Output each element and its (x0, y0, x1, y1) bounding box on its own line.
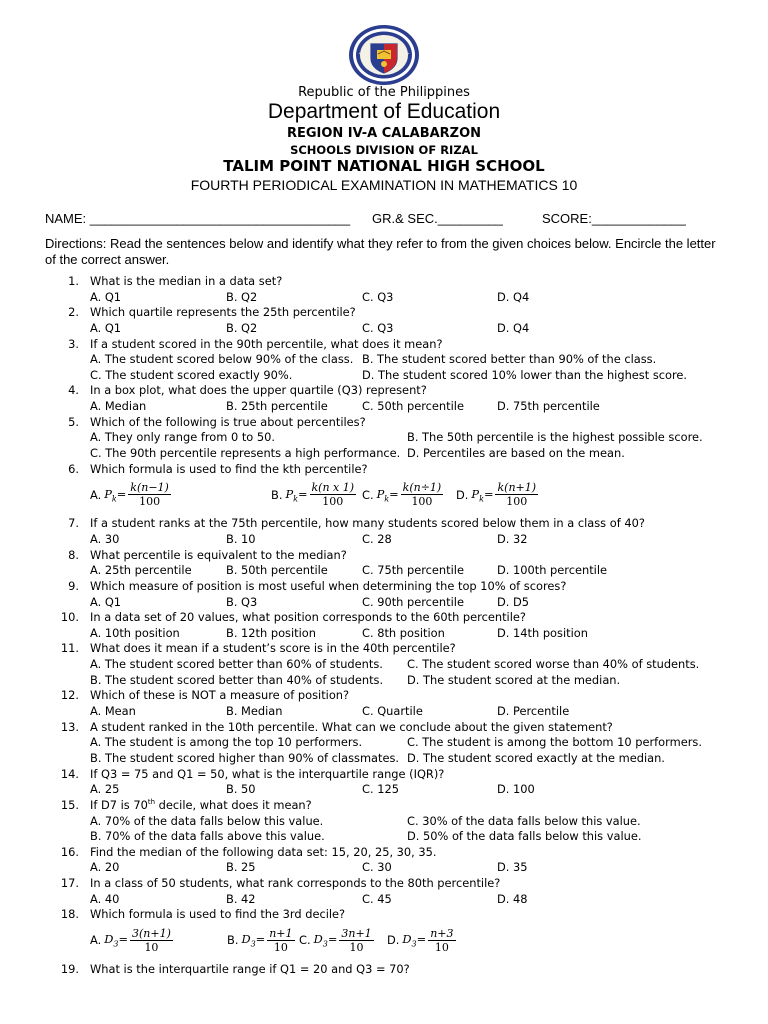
fraction-denominator: 100 (506, 495, 528, 509)
answer-choice[interactable]: A. 40 (90, 891, 120, 906)
equals-sign: = (389, 486, 399, 501)
fraction (401, 481, 444, 508)
formula-subscript: k (479, 493, 484, 503)
question-item (0, 337, 768, 384)
choice-row (0, 321, 768, 337)
fraction (428, 927, 455, 954)
question-number: 15. (60, 797, 79, 812)
answer-choice[interactable]: B. Q2 (226, 320, 258, 335)
answer-choice[interactable]: A. 10th position (90, 625, 180, 640)
question-line (0, 688, 768, 704)
answer-choice[interactable]: C. Quartile (362, 704, 423, 719)
question-item (0, 579, 768, 610)
answer-choice[interactable]: B. 25th percentile (226, 399, 328, 414)
question-number: 3. (68, 336, 79, 351)
answer-choice[interactable]: B. Q3 (226, 594, 258, 609)
formula-variable: P (471, 486, 480, 501)
question-number: 16. (60, 844, 79, 859)
question-item (0, 305, 768, 336)
question-line (0, 462, 768, 478)
answer-choice[interactable]: D. Q4 (497, 289, 530, 304)
equals-sign: = (255, 932, 266, 947)
question-item (0, 798, 768, 845)
exam-title: FOURTH PERIODICAL EXAMINATION IN MATHEMATICS 10 (190, 177, 578, 193)
formula-choice[interactable] (299, 927, 376, 954)
question-text: Which of these is NOT a measure of position? (90, 688, 350, 703)
formula-subscript: k (111, 493, 117, 503)
answer-choice[interactable]: D. The student scored exactly at the median. (407, 750, 665, 765)
answer-choice[interactable]: A. Q1 (90, 594, 122, 609)
question-item (0, 274, 768, 305)
answer-choice[interactable]: B. 50th percentile (226, 563, 328, 578)
fraction-numerator: k(n x 1) (311, 481, 355, 495)
question-line (0, 579, 768, 595)
formula-choice[interactable] (456, 481, 540, 508)
question-text: In a class of 50 students, what rank corresponds to the 80th percentile? (90, 876, 501, 891)
answer-choice[interactable]: B. Q2 (226, 289, 258, 304)
choice-row (0, 704, 768, 720)
question-text-part: decile, what does it mean? (155, 797, 312, 812)
question-number: 17. (60, 876, 79, 891)
question-text: A student ranked in the 10th percentile. What can we conclude about the given statement? (90, 719, 613, 734)
answer-choice[interactable]: C. 125 (362, 782, 399, 797)
question-line (0, 516, 768, 532)
formula-lhs (104, 487, 126, 503)
question-line (0, 907, 768, 923)
question-line (0, 337, 768, 353)
question-number: 1. (68, 274, 79, 288)
choice-row (0, 352, 768, 368)
question-number: 14. (60, 766, 79, 781)
answer-choice[interactable]: C. Q3 (362, 289, 394, 304)
question-item (0, 962, 768, 978)
fraction-denominator: 100 (322, 495, 344, 509)
question-number: 10. (60, 610, 79, 625)
question-line (0, 876, 768, 892)
choice-row (0, 751, 768, 767)
formula-subscript: 3 (411, 939, 417, 949)
equals-sign: = (327, 932, 338, 947)
question-text: What is the median in a data set? (90, 274, 283, 288)
answer-choice[interactable]: C. 50th percentile (362, 399, 464, 414)
answer-choice[interactable]: A. The student scored better than 60% of students. (90, 657, 383, 672)
formula-lhs (402, 932, 426, 948)
question-number: 2. (68, 305, 79, 320)
fraction (339, 927, 373, 954)
question-text: Which formula is used to find the kth percentile? (90, 461, 368, 476)
question-item (0, 767, 768, 798)
choice-letter: C. (362, 487, 374, 502)
question-item (0, 415, 768, 462)
fraction-denominator: 10 (273, 940, 288, 954)
fraction-numerator: n+1 (269, 926, 293, 940)
formula-variable: P (104, 486, 112, 501)
answer-choice[interactable]: C. 8th position (362, 625, 445, 640)
choice-row (0, 829, 768, 845)
formula-choice[interactable] (362, 481, 445, 508)
question-number: 13. (60, 719, 79, 734)
question-number: 6. (68, 461, 79, 476)
directions-text: Directions: Read the sentences below and identify what they refer to from the given choices below. Encircle the letter of the correct answer. (45, 236, 716, 267)
formula-lhs (471, 487, 493, 503)
answer-choice[interactable]: C. 30% of the data falls below this value. (407, 813, 641, 828)
answer-choice[interactable]: B. The student scored better than 40% of students. (90, 672, 384, 687)
answer-choice[interactable]: A. 20 (90, 860, 120, 875)
question-line (0, 610, 768, 626)
answer-choice[interactable]: C. The student scored worse than 40% of students. (407, 657, 700, 672)
choice-row (0, 735, 768, 751)
question-text: Which measure of position is most useful when determining the top 10% of scores? (90, 578, 567, 593)
answer-choice[interactable]: A. 25 (90, 782, 120, 797)
choice-row (0, 595, 768, 611)
fraction-numerator: k(n÷1) (402, 481, 442, 495)
answer-choice[interactable]: B. 42 (226, 891, 256, 906)
formula-lhs (285, 487, 307, 503)
formula-subscript: 3 (250, 939, 256, 949)
answer-choice[interactable]: D. The student scored 10% lower than the highest score. (362, 367, 688, 382)
answer-choice[interactable]: B. Median (226, 704, 283, 719)
answer-choice[interactable]: B. The 50th percentile is the highest possible score. (407, 430, 703, 445)
formula-lhs (377, 487, 399, 503)
question-line (0, 305, 768, 321)
question-text (90, 798, 312, 812)
choice-letter: B. (227, 933, 239, 948)
answer-choice[interactable]: A. They only range from 0 to 50. (90, 430, 276, 445)
fraction (495, 481, 538, 508)
question-text: What is the interquartile range if Q1 = 20 and Q3 = 70? (90, 961, 410, 976)
answer-choice[interactable]: D. D5 (497, 594, 530, 609)
answer-choice[interactable]: D. Percentiles are based on the mean. (407, 446, 625, 461)
question-line (0, 720, 768, 736)
question-number: 18. (60, 907, 79, 922)
formula-lhs (241, 932, 265, 948)
question-item (0, 462, 768, 517)
fraction-numerator: k(n+1) (497, 481, 537, 495)
answer-choice[interactable]: A. The student scored below 90% of the class. (90, 352, 354, 367)
region-line: REGION IV-A CALABARZON (286, 126, 482, 141)
equals-sign: = (118, 932, 128, 947)
choice-letter: D. (387, 933, 400, 948)
formula-choice[interactable] (387, 927, 458, 954)
question-line (0, 415, 768, 431)
formula-subscript: 3 (322, 939, 328, 949)
formula-variable: P (376, 486, 385, 501)
fraction-numerator: 3n+1 (341, 926, 372, 940)
equals-sign: = (483, 486, 494, 501)
fraction (128, 481, 171, 508)
answer-choice[interactable]: D. 35 (497, 860, 528, 875)
deped-seal-icon (347, 24, 421, 86)
question-item (0, 845, 768, 876)
formula-variable: D (104, 932, 114, 947)
question-text: If a student ranks at the 75th percentile, how many students scored below them in a class of 40? (90, 516, 645, 531)
answer-choice[interactable]: B. 70% of the data falls above this value. (90, 829, 325, 844)
formula-subscript: k (293, 493, 298, 503)
choice-row (0, 860, 768, 876)
formula-choice[interactable] (90, 481, 173, 508)
choice-row (0, 782, 768, 798)
equals-sign: = (297, 486, 308, 501)
question-line (0, 274, 768, 290)
formula-choice[interactable] (90, 927, 175, 954)
answer-choice[interactable]: D. Percentile (497, 704, 570, 719)
question-line (0, 798, 768, 814)
fraction-numerator: 3(n+1) (132, 926, 171, 940)
score-field[interactable]: SCORE:_____________ (542, 211, 686, 226)
question-item (0, 516, 768, 547)
answer-choice[interactable]: A. Mean (90, 704, 136, 719)
question-number: 4. (68, 383, 79, 398)
question-item (0, 641, 768, 688)
answer-choice[interactable]: A. 70% of the data falls below this value. (90, 813, 324, 828)
fraction (310, 481, 357, 508)
answer-choice[interactable]: B. 12th position (226, 625, 316, 640)
answer-choice[interactable]: C. 28 (362, 531, 392, 546)
question-number: 7. (68, 516, 79, 531)
question-item (0, 688, 768, 719)
question-line (0, 767, 768, 783)
answer-choice[interactable]: B. 10 (226, 531, 256, 546)
choice-letter: B. (271, 487, 283, 502)
question-line (0, 845, 768, 861)
question-number: 8. (68, 547, 79, 562)
answer-choice[interactable]: C. The student is among the bottom 10 performers. (407, 735, 702, 750)
fraction-denominator: 10 (349, 940, 364, 954)
answer-choice[interactable]: A. Q1 (90, 289, 122, 304)
choice-row (0, 368, 768, 384)
section-field[interactable]: GR.& SEC._________ (372, 211, 503, 226)
answer-choice[interactable]: C. 75th percentile (362, 563, 464, 578)
formula-choice-row (0, 477, 768, 516)
fraction (130, 927, 173, 954)
question-item (0, 548, 768, 579)
answer-choice[interactable]: A. The student is among the top 10 performers. (90, 735, 363, 750)
department-title: Department of Education (267, 100, 501, 123)
formula-choice-row (0, 923, 768, 962)
formula-variable: P (285, 486, 294, 501)
question-item (0, 610, 768, 641)
choice-letter: A. (90, 487, 102, 502)
question-line (0, 962, 768, 978)
question-text: What percentile is equivalent to the median? (90, 547, 347, 562)
choice-row (0, 399, 768, 415)
choice-letter: A. (90, 933, 102, 948)
question-number: 11. (60, 641, 79, 656)
answer-choice[interactable]: A. Median (90, 399, 147, 414)
question-text: Which formula is used to find the 3rd decile? (90, 907, 346, 922)
answer-choice[interactable]: D. 50% of the data falls below this value. (407, 829, 642, 844)
question-text: If a student scored in the 90th percentile, what does it mean? (90, 336, 443, 351)
choice-letter: C. (299, 933, 311, 948)
answer-choice[interactable]: A. 30 (90, 531, 120, 546)
question-number: 19. (60, 961, 79, 976)
question-item (0, 876, 768, 907)
question-line (0, 641, 768, 657)
formula-subscript: 3 (113, 939, 119, 949)
answer-choice[interactable]: C. 90th percentile (362, 594, 464, 609)
question-item (0, 907, 768, 962)
formula-variable: D (402, 932, 412, 947)
choice-row (0, 290, 768, 306)
republic-line: Republic of the Philippines (298, 85, 470, 100)
equals-sign: = (416, 932, 427, 947)
answer-choice[interactable]: D. The student scored at the median. (407, 672, 621, 687)
fraction-denominator: 10 (434, 940, 449, 954)
choice-letter: D. (456, 487, 469, 502)
answer-choice[interactable]: A. 25th percentile (90, 563, 192, 578)
question-text: In a box plot, what does the upper quartile (Q3) represent? (90, 383, 427, 398)
fraction-denominator: 100 (411, 495, 433, 509)
answer-choice[interactable]: C. The student scored exactly 90%. (90, 367, 293, 382)
equals-sign: = (116, 486, 127, 501)
question-number: 5. (68, 414, 79, 429)
formula-subscript: k (384, 493, 390, 503)
answer-choice[interactable]: D. 14th position (497, 625, 588, 640)
answer-choice[interactable]: B. The student scored better than 90% of the class. (362, 352, 657, 367)
question-item (0, 720, 768, 767)
question-text: Which of the following is true about percentiles? (90, 414, 366, 429)
answer-choice[interactable]: C. 30 (362, 860, 392, 875)
formula-choice[interactable] (227, 927, 297, 954)
fraction-denominator: 10 (144, 940, 159, 954)
formula-lhs (104, 932, 128, 948)
school-name: TALIM POINT NATIONAL HIGH SCHOOL (223, 157, 545, 175)
choice-row (0, 657, 768, 673)
fraction-numerator: k(n−1) (130, 481, 169, 495)
answer-choice[interactable]: B. 25 (226, 860, 256, 875)
answer-choice[interactable]: B. 50 (226, 782, 256, 797)
question-text: In a data set of 20 values, what position corresponds to the 60th percentile? (90, 610, 526, 625)
question-text: Find the median of the following data set: 15, 20, 25, 30, 35. (90, 844, 437, 859)
question-list (0, 274, 768, 978)
question-number: 12. (60, 688, 79, 703)
answer-choice[interactable]: D. 100th percentile (497, 563, 608, 578)
answer-choice[interactable]: A. Q1 (90, 320, 122, 335)
answer-choice[interactable]: B. The student scored higher than 90% of classmates. (90, 750, 400, 765)
choice-row (0, 430, 768, 446)
question-line (0, 383, 768, 399)
choice-row (0, 446, 768, 462)
question-line (0, 548, 768, 564)
name-field[interactable]: NAME: ____________________________________ (45, 211, 351, 226)
formula-variable: D (313, 932, 323, 947)
question-item (0, 383, 768, 414)
fraction-denominator: 100 (139, 495, 161, 509)
choice-row (0, 626, 768, 642)
answer-choice[interactable]: D. 48 (497, 891, 528, 906)
superscript: th (147, 798, 156, 807)
formula-lhs (314, 932, 338, 948)
answer-choice[interactable]: D. 75th percentile (497, 399, 600, 414)
question-text: Which quartile represents the 25th percentile? (90, 305, 356, 320)
formula-choice[interactable] (271, 481, 358, 508)
question-text: What does it mean if a student’s score is in the 40th percentile? (90, 641, 456, 656)
choice-row (0, 563, 768, 579)
answer-choice[interactable]: C. The 90th percentile represents a high performance. (90, 446, 401, 461)
choice-row (0, 673, 768, 689)
question-text-part: If D7 is 70 (90, 797, 148, 812)
question-number: 9. (68, 578, 79, 593)
answer-choice[interactable]: C. Q3 (362, 320, 394, 335)
question-text: If Q3 = 75 and Q1 = 50, what is the interquartile range (IQR)? (90, 766, 445, 781)
choice-row (0, 532, 768, 548)
fraction-numerator: n+3 (430, 926, 454, 940)
answer-choice[interactable]: D. Q4 (497, 320, 530, 335)
division-line: SCHOOLS DIVISION OF RIZAL (290, 143, 478, 157)
answer-choice[interactable]: D. 100 (497, 782, 535, 797)
choice-row (0, 814, 768, 830)
fraction (267, 927, 294, 954)
formula-variable: D (241, 932, 251, 947)
answer-choice[interactable]: D. 32 (497, 531, 528, 546)
choice-row (0, 892, 768, 908)
answer-choice[interactable]: C. 45 (362, 891, 392, 906)
